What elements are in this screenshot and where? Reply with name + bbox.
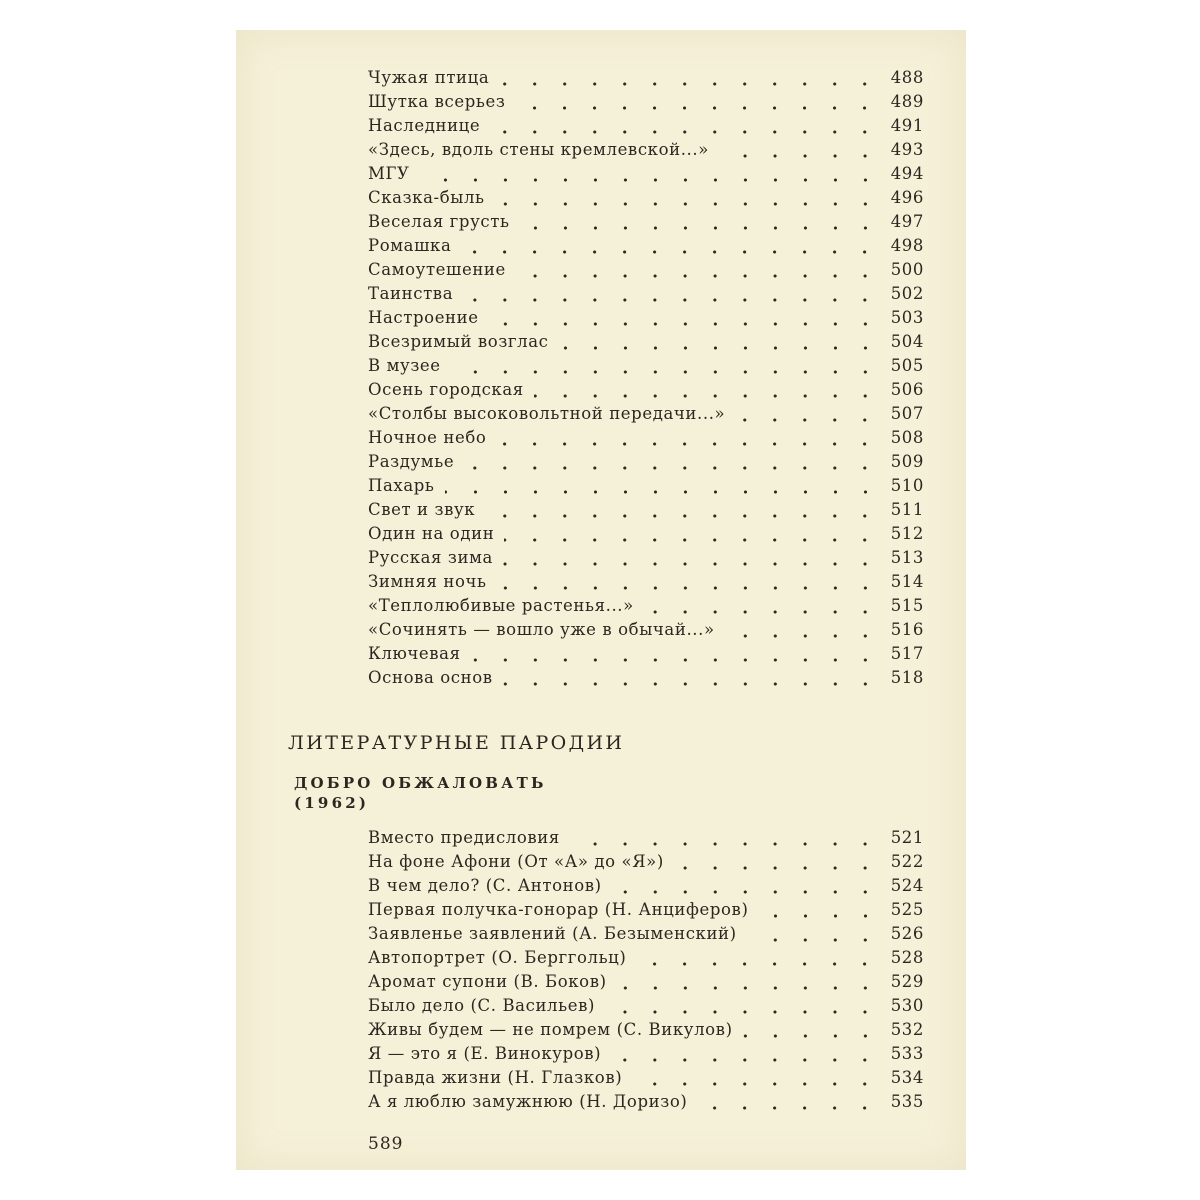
- toc-entry-title: Таинства: [368, 284, 454, 303]
- dot-leader: [747, 938, 880, 942]
- toc-entry: [368, 852, 924, 876]
- dot-leader: [471, 658, 880, 662]
- toc-entry-page: 498: [890, 236, 924, 255]
- toc-entry: [368, 548, 924, 572]
- dot-leader: [735, 418, 880, 422]
- toc-entry-page: 488: [890, 68, 924, 87]
- dot-leader: [489, 322, 880, 326]
- book-page: [236, 30, 966, 1170]
- toc-entry: [368, 524, 924, 548]
- toc-entry-title: «Столбы высоковольтной передачи...»: [368, 404, 726, 423]
- toc-entry: [368, 876, 924, 900]
- toc-entry-page: 515: [890, 596, 924, 615]
- toc-entry: [368, 164, 924, 188]
- toc-entry-title: Веселая грусть: [368, 212, 510, 231]
- toc-entry-page: 493: [890, 140, 924, 159]
- toc-entry-page: 502: [890, 284, 924, 303]
- toc-entry: [368, 1068, 924, 1092]
- toc-entry: [368, 476, 924, 500]
- toc-entry-title: На фоне Афони (От «А» до «Я»): [368, 852, 664, 871]
- dot-leader: [445, 490, 880, 494]
- dot-leader: [674, 866, 880, 870]
- toc-entry: [368, 900, 924, 924]
- toc-entry-title: Было дело (С. Васильев): [368, 996, 596, 1015]
- toc-entry-page: 509: [890, 452, 924, 471]
- toc-entry-page: 504: [890, 332, 924, 351]
- toc-entry-title: Первая получка-гонорар (Н. Анциферов): [368, 900, 749, 919]
- toc-entry-page: 517: [890, 644, 924, 663]
- subsection-title: ДОБРО ОБЖАЛОВАТЬ: [294, 774, 547, 792]
- toc-entry-page: 489: [890, 92, 924, 111]
- toc-entry: [368, 116, 924, 140]
- toc-entry-page: 496: [890, 188, 924, 207]
- toc-entry-title: Свет и звук: [368, 500, 476, 519]
- toc-entry-page: 516: [890, 620, 924, 639]
- toc-entry-page: 522: [890, 852, 924, 871]
- toc-entry: [368, 1044, 924, 1068]
- toc-entry-title: В музее: [368, 356, 441, 375]
- toc-entry-page: 529: [890, 972, 924, 991]
- toc-entry: [368, 140, 924, 164]
- toc-entry: [368, 924, 924, 948]
- dot-leader: [520, 226, 880, 230]
- toc-entry: [368, 1092, 924, 1116]
- toc-entry-page: 507: [890, 404, 924, 423]
- toc-entry-page: 533: [890, 1044, 924, 1063]
- dot-leader: [490, 130, 880, 134]
- toc-entry: [368, 596, 924, 620]
- toc-entry-title: В чем дело? (С. Антонов): [368, 876, 602, 895]
- toc-entry-page: 508: [890, 428, 924, 447]
- dot-leader: [632, 1082, 880, 1086]
- toc-list-parodies: [368, 828, 924, 1116]
- dot-leader: [495, 202, 880, 206]
- toc-entry-page: 534: [890, 1068, 924, 1087]
- dot-leader: [504, 538, 880, 542]
- dot-leader: [612, 890, 880, 894]
- toc-entry-page: 524: [890, 876, 924, 895]
- toc-entry: [368, 332, 924, 356]
- toc-entry-page: 512: [890, 524, 924, 543]
- toc-entry-page: 506: [890, 380, 924, 399]
- toc-list-poems: [368, 68, 924, 692]
- toc-entry: [368, 828, 924, 852]
- dot-leader: [636, 962, 880, 966]
- toc-entry-title: Аромат супони (В. Боков): [368, 972, 607, 991]
- toc-entry: [368, 428, 924, 452]
- dot-leader: [497, 586, 880, 590]
- dot-leader: [617, 986, 880, 990]
- toc-entry-page: 526: [890, 924, 924, 943]
- toc-entry-page: 514: [890, 572, 924, 591]
- toc-entry-title: Ночное небо: [368, 428, 487, 447]
- toc-entry-page: 518: [890, 668, 924, 687]
- toc-entry-title: Один на один: [368, 524, 495, 543]
- dot-leader: [644, 610, 880, 614]
- toc-entry-title: Основа основ: [368, 668, 493, 687]
- toc-entry-title: Вместо предисловия: [368, 828, 560, 847]
- dot-leader: [464, 466, 880, 470]
- toc-entry: [368, 68, 924, 92]
- dot-leader: [420, 178, 880, 182]
- page-number: 589: [368, 1134, 404, 1154]
- toc-entry: [368, 188, 924, 212]
- toc-entry-page: 525: [890, 900, 924, 919]
- toc-entry-page: 528: [890, 948, 924, 967]
- dot-leader: [759, 914, 881, 918]
- toc-entry: [368, 1020, 924, 1044]
- toc-entry-title: Ключевая: [368, 644, 461, 663]
- toc-entry: [368, 620, 924, 644]
- toc-entry: [368, 380, 924, 404]
- toc-entry-title: «Сочинять — вошло уже в обычай...»: [368, 620, 715, 639]
- toc-entry: [368, 644, 924, 668]
- toc-entry-title: Пахарь: [368, 476, 435, 495]
- toc-entry: [368, 356, 924, 380]
- toc-entry-page: 494: [890, 164, 924, 183]
- toc-entry-page: 513: [890, 548, 924, 567]
- dot-leader: [451, 370, 880, 374]
- toc-entry: [368, 996, 924, 1020]
- toc-entry-title: «Здесь, вдоль стены кремлевской...»: [368, 140, 709, 159]
- toc-entry-page: 491: [890, 116, 924, 135]
- section-title: ЛИТЕРАТУРНЫЕ ПАРОДИИ: [288, 732, 625, 754]
- toc-entry-page: 535: [890, 1092, 924, 1111]
- toc-entry-title: Осень городская: [368, 380, 524, 399]
- dot-leader: [611, 1058, 880, 1062]
- dot-leader: [516, 274, 880, 278]
- toc-entry: [368, 404, 924, 428]
- toc-entry: [368, 972, 924, 996]
- toc-entry: [368, 572, 924, 596]
- toc-entry-title: Ромашка: [368, 236, 452, 255]
- dot-leader: [499, 82, 880, 86]
- toc-entry-title: Раздумье: [368, 452, 455, 471]
- dot-leader: [503, 682, 880, 686]
- toc-entry: [368, 212, 924, 236]
- toc-entry: [368, 308, 924, 332]
- toc-entry-title: Чужая птица: [368, 68, 490, 87]
- toc-entry-title: Всезримый возглас: [368, 332, 549, 351]
- dot-leader: [485, 514, 880, 518]
- subsection-year: (1962): [294, 794, 370, 812]
- dot-leader: [503, 562, 880, 566]
- toc-entry-title: Автопортрет (О. Берггольц): [368, 948, 627, 967]
- toc-entry: [368, 948, 924, 972]
- toc-entry-page: 511: [890, 500, 924, 519]
- toc-entry-title: Самоутешение: [368, 260, 506, 279]
- dot-leader: [496, 442, 880, 446]
- toc-entry: [368, 500, 924, 524]
- toc-entry: [368, 668, 924, 692]
- toc-entry-title: Правда жизни (Н. Глазков): [368, 1068, 623, 1087]
- dot-leader: [534, 394, 880, 398]
- dot-leader: [605, 1010, 880, 1014]
- toc-entry-title: Наследнице: [368, 116, 481, 135]
- dot-leader: [743, 1034, 880, 1038]
- toc-entry: [368, 236, 924, 260]
- toc-entry: [368, 260, 924, 284]
- toc-entry-title: Настроение: [368, 308, 479, 327]
- toc-entry-title: Заявленье заявлений (А. Безыменский): [368, 924, 737, 943]
- dot-leader: [697, 1106, 880, 1110]
- dot-leader: [461, 250, 880, 254]
- dot-leader: [515, 106, 880, 110]
- dot-leader: [719, 154, 880, 158]
- toc-entry: [368, 452, 924, 476]
- toc-entry-page: 497: [890, 212, 924, 231]
- toc-entry-page: 510: [890, 476, 924, 495]
- dot-leader: [570, 842, 880, 846]
- toc-entry-title: Шутка всерьез: [368, 92, 506, 111]
- toc-entry-title: Зимняя ночь: [368, 572, 487, 591]
- toc-entry-page: 530: [890, 996, 924, 1015]
- toc-entry-title: А я люблю замужнюю (Н. Доризо): [368, 1092, 688, 1111]
- toc-entry-page: 500: [890, 260, 924, 279]
- dot-leader: [559, 346, 880, 350]
- toc-entry: [368, 284, 924, 308]
- toc-entry-page: 505: [890, 356, 924, 375]
- toc-entry-title: Русская зима: [368, 548, 493, 567]
- toc-entry-title: Я — это я (Е. Винокуров): [368, 1044, 602, 1063]
- toc-entry-title: «Теплолюбивые растенья...»: [368, 596, 634, 615]
- toc-entry-title: Сказка-быль: [368, 188, 485, 207]
- toc-entry-page: 503: [890, 308, 924, 327]
- toc-entry-title: Живы будем — не помрем (С. Викулов): [368, 1020, 733, 1039]
- dot-leader: [463, 298, 880, 302]
- toc-entry: [368, 92, 924, 116]
- toc-entry-title: МГУ: [368, 164, 410, 183]
- toc-entry-page: 521: [890, 828, 924, 847]
- dot-leader: [725, 634, 880, 638]
- toc-entry-page: 532: [890, 1020, 924, 1039]
